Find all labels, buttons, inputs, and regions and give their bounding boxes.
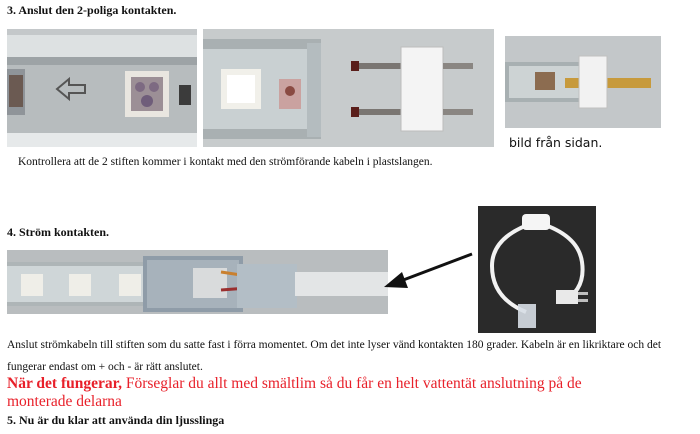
section-3-heading: 3. Anslut den 2-poliga kontakten. <box>7 3 177 17</box>
check-instruction-text: Kontrollera att de 2 stiften kommer i kontakt med den strömförande kabeln i plastslangen. <box>18 156 433 168</box>
section-4-paragraph-line-2: fungerar endast om + och - är rätt anslutet. <box>7 361 203 373</box>
section-5-heading: 5. Nu är du klar att använda din ljusslinga <box>7 413 225 427</box>
sealing-warning-line-1 <box>7 375 582 393</box>
sealing-warning-lead: När det fungerar, <box>7 375 122 392</box>
two-pin-connector-photo <box>203 29 494 147</box>
sealing-warning-line-2: monterade delarna <box>7 393 122 410</box>
sealing-warning-body: Förseglar du allt med smältlim så du får en helt vattentät anslutning på de <box>121 375 582 392</box>
power-cable-photo <box>478 206 596 333</box>
side-view-caption: bild från sidan. <box>509 135 603 150</box>
pointer-arrow-icon <box>380 250 476 290</box>
connector-side-view-photo <box>505 36 661 128</box>
section-4-heading: 4. Ström kontakten. <box>7 225 110 239</box>
section-4-paragraph-line-1: Anslut strömkabeln till stiften som du satte fast i förra momentet. Om det inte lyser vänd kontakten 180 grader. Kabeln är en likriktare och det <box>7 339 662 351</box>
led-strip-photo <box>7 29 197 147</box>
strip-with-power-connector-photo <box>7 250 388 314</box>
